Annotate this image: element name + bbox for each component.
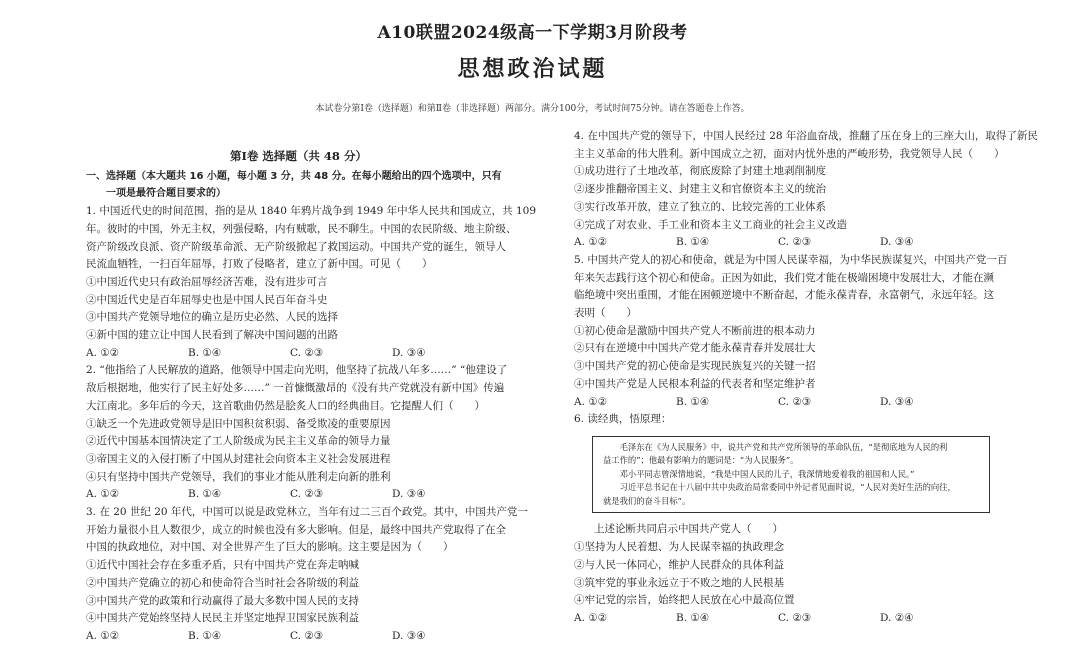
statement-item: ①成功进行了土地改革，彻底废除了封建土地剥削制度	[574, 165, 826, 178]
quote-line: 益工作的”；他最有影响力的题词是：“为人民服务”。	[603, 455, 799, 466]
option-b: B. ①④	[676, 395, 710, 408]
stem-line: 主主义革命的伟大胜利。新中国成立之初，面对内忧外患的严峻形势，我党领导人民（ ）	[574, 147, 1005, 160]
statement-item: ③中国共产党的初心使命是实现民族复兴的关键一招	[574, 360, 816, 373]
stem-line: 开始力量很小且人数很少，成立的时候也没有多大影响。但是，最终中国共产党取得了在全	[86, 523, 506, 536]
stem-line: 5. 中国共产党人的初心和使命，就是为中国人民谋幸福，为中华民族谋复兴，中国共产党一百	[574, 253, 1008, 266]
option-a: A. ①②	[574, 611, 608, 624]
stem-line: 临绝境中突出重围，才能在困顿逆境中不断奋起，才能永葆青春，永富朝气，永远年轻。这	[574, 289, 994, 302]
stem-line: 年来矢志践行这个初心和使命。正因为如此，我们党才能在极端困境中发展壮大，才能在濒	[574, 271, 994, 284]
exam-subject: 思想政治试题	[457, 56, 608, 82]
question-5	[574, 252, 1014, 411]
statement-item: ④中国共产党是人民根本利益的代表者和坚定维护者	[574, 377, 816, 390]
statement-item: ④中国共产党始终坚持人民民主并坚定地捍卫国家民族利益	[86, 612, 359, 625]
option-b: B. ①④	[188, 488, 222, 501]
statement-item: ①坚持为人民着想、为人民谋幸福的执政理念	[574, 541, 784, 554]
question-2	[86, 362, 511, 504]
option-a: A. ①②	[574, 395, 608, 408]
option-b: B. ①④	[188, 629, 222, 642]
statement-item: ②中国近代史是百年屈辱史也是中国人民百年奋斗史	[86, 293, 328, 306]
stem-line: 2. “他指给了人民解放的道路，他领导中国走向光明，他坚持了抗战八年多……” “他建设了	[86, 364, 508, 377]
option-c: C. ②③	[290, 346, 324, 359]
section-title: 第Ⅰ卷 选择题（共 48 分）	[230, 149, 367, 163]
question-1	[86, 203, 537, 362]
statement-item: ①近代中国社会存在多重矛盾，只有中国共产党在奔走呐喊	[86, 559, 359, 572]
stem-line: 4. 在中国共产党的领导下，中国人民经过 28 年浴血奋战，推翻了压在身上的三座大山，取得了新民	[574, 130, 1038, 142]
statement-item: ④完成了对农业、手工业和资本主义工商业的社会主义改造	[574, 218, 847, 231]
statement-item: ④只有坚持中国共产党领导，我们的事业才能从胜利走向新的胜利	[86, 470, 391, 483]
option-d: D. ③④	[392, 488, 426, 501]
statement-item: ③中国共产党的政策和行动赢得了最大多数中国人民的支持	[86, 594, 359, 607]
answer-options	[86, 345, 511, 363]
option-b: B. ①④	[676, 611, 710, 624]
quote-line: 毛泽东在《为人民服务》中，说共产党和共产党所领导的革命队伍，“是彻底地为人民的利	[619, 441, 948, 452]
answer-options	[86, 486, 511, 504]
stem-line: 大江南北。多年后的今天，这首歌曲仍然是脍炙人口的经典曲目。它提醒人们（ ）	[86, 399, 485, 412]
question-prompt: 上述论断共同启示中国共产党人（ ）	[594, 523, 783, 536]
question-3	[86, 504, 528, 646]
stem-line: 1. 中国近代史的时间范围，指的是从 1840 年鸦片战争到 1949 年中华人民共和国成立，共 109	[86, 205, 537, 218]
stem-line: 3. 在 20 世纪 20 年代，中国可以说是政党林立，当年有过二三百个政党。其中，中国共产党一	[86, 506, 528, 519]
answer-options	[574, 234, 1014, 252]
statement-item: ②中国共产党确立的初心和使命符合当时社会各阶级的利益	[86, 576, 359, 589]
quote-box	[592, 436, 990, 514]
stem-line: 年。彼时的中国，外无主权，列强侵略，内有贼歌，民不聊生。中国的农民阶级、地主阶级、	[86, 222, 517, 235]
statement-item: ②与人民一体同心，维护人民群众的具体利益	[574, 558, 784, 571]
option-d: D. ③④	[880, 395, 914, 408]
option-b: B. ①④	[676, 236, 710, 249]
stem-line: 民流血牺牲，一扫百年屈辱，打败了侵略者，建立了新中国。可见（ ）	[86, 258, 433, 271]
option-c: C. ②③	[778, 611, 812, 624]
right-column	[574, 128, 1038, 628]
statement-item: ④新中国的建立让中国人民看到了解决中国问题的出路	[86, 329, 338, 342]
statement-item: ③实行改革开放，建立了独立的、比较完善的工业体系	[574, 200, 826, 213]
quote-line: 就是我们的奋斗目标”。	[603, 495, 691, 506]
exam-title: A10联盟2024级高一下学期3月阶段考	[377, 23, 688, 43]
statement-item: ③筑牢党的事业永远立于不败之地的人民根基	[574, 576, 784, 589]
statement-item: ②近代中国基本国情决定了工人阶级成为民主主义革命的领导力量	[86, 435, 391, 448]
statement-item: ④牢记党的宗旨，始终把人民放在心中最高位置	[574, 594, 795, 607]
statement-item: ②只有在逆境中中国共产党才能永葆青春并发展壮大	[574, 342, 816, 355]
option-a: A. ①②	[86, 488, 120, 501]
section-instruction-cont: 一项是最符合题目要求的）	[106, 188, 226, 200]
option-c: C. ②③	[778, 395, 812, 408]
statement-item: ③帝国主义的入侵打断了中国从封建社会向资本主义社会发展进程	[86, 452, 391, 465]
quote-line: 邓小平同志曾深情地说，“我是中国人民的儿子，我深情地爱着我的祖国和人民。”	[619, 468, 915, 479]
statement-item: ①中国近代史只有政治屈辱经济苦难，没有进步可言	[86, 275, 328, 288]
statement-item: ②逐步推翻帝国主义、封建主义和官僚资本主义的统治	[574, 183, 826, 196]
option-c: C. ②③	[290, 488, 324, 501]
question-4	[574, 128, 1038, 252]
option-c: C. ②③	[290, 629, 324, 642]
exam-intro: 本试卷分第Ⅰ卷（选择题）和第Ⅱ卷（非选择题）两部分。满分100分，考试时间75分钟。请在答题卷上作答。	[315, 104, 750, 114]
statement-item: ③中国共产党领导地位的确立是历史必然、人民的选择	[86, 311, 338, 324]
quote-line: 习近平总书记在十八届中共中央政治局常委同中外记者见面时说，“人民对美好生活的向往，	[619, 482, 956, 493]
option-d: D. ③④	[392, 629, 426, 642]
option-d: D. ②④	[880, 611, 914, 624]
option-d: D. ③④	[880, 236, 914, 249]
answer-options	[574, 610, 1014, 628]
option-a: A. ①②	[86, 629, 120, 642]
statement-item: ①缺乏一个先进政党领导是旧中国积贫积弱、备受欺凌的重要原因	[86, 417, 391, 430]
statement-item: ①初心使命是激励中国共产党人不断前进的根本动力	[574, 324, 816, 337]
stem-line: 敌后根据地，他实行了民主好处多……” 一首慷慨激昂的《没有共产党就没有新中国》传遍	[86, 382, 505, 395]
answer-options	[574, 394, 1014, 412]
stem-line: 表明（ ）	[574, 307, 637, 320]
stem-line: 资产阶级改良派、资产阶级革命派、无产阶级掀起了救国运动。中国共产党的诞生，领导人	[86, 240, 506, 253]
left-column	[86, 148, 537, 646]
section-instruction: 一、选择题（本大题共 16 小题，每小题 3 分，共 48 分。在每小题给出的四个选项中，只有	[86, 170, 502, 182]
option-a: A. ①②	[86, 346, 120, 359]
option-c: C. ②③	[778, 236, 812, 249]
stem-line: 中国的执政地位，对中国、对全世界产生了巨大的影响。这主要是因为（ ）	[86, 541, 454, 554]
option-d: D. ③④	[392, 346, 426, 359]
option-a: A. ①②	[574, 236, 608, 249]
option-b: B. ①④	[188, 346, 222, 359]
stem-line: 6. 读经典，悟原理：	[574, 413, 672, 426]
question-6	[574, 411, 1014, 627]
answer-options	[86, 628, 511, 646]
